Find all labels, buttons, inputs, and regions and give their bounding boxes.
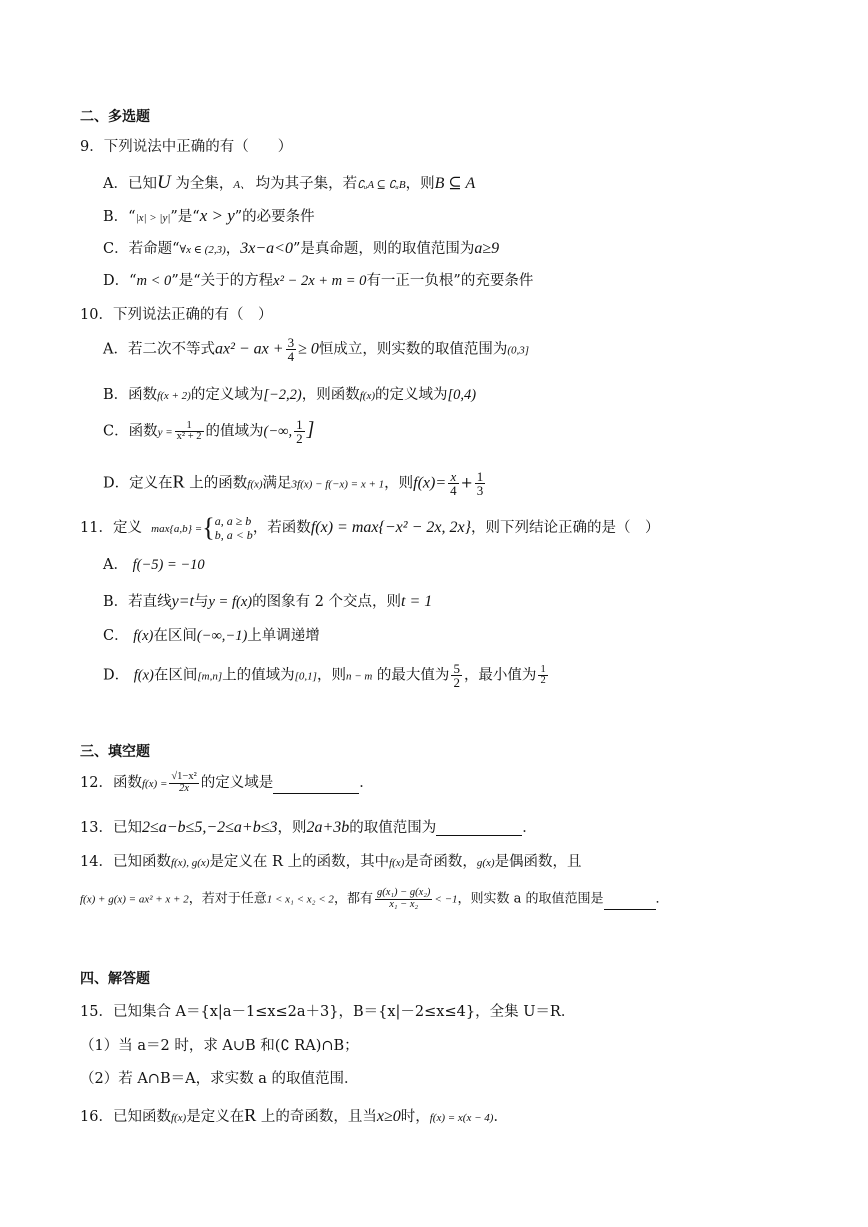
question-11-option-d: D． f(x)在区间[m,n]上的值域为[0,1]，则n − m 的最大值为 $\frac{5}{2}$ ，最小值为 $\frac{1}{2}$ xyxy=(103,661,546,690)
question-15-stem: 15．已知集合 A＝{x|a－1≤x≤2a＋3}，B＝{x|－2≤x≤4}，全集 U＝R． xyxy=(80,1004,576,1020)
question-9-option-c: C．若命题“∀x ∈ (2,3)，3x−a<0”是真命题，则的取值范围为a≥9 xyxy=(103,240,500,257)
question-9-option-b: B．“|x| > |y|”是“x > y”的必要条件 xyxy=(103,206,315,225)
question-10-option-b: B．函数f(x + 2)的定义域为[−2,2)，则函数f(x)的定义域为[0,4) xyxy=(103,387,477,403)
section-3-heading: 三、填空题 xyxy=(80,744,150,760)
question-10-option-a: A．若二次不等式ax² − ax + $\frac{3}{4}$ ≥ 0恒成立，则实数的取值范围为(0,3] xyxy=(103,335,530,364)
question-15-part-1: （1）当 a＝2 时，求 A∪B 和(∁ RA)∩B； xyxy=(80,1038,359,1054)
question-14-line-1: 14．已知函数f(x), g(x)是定义在 R 上的函数，其中f(x)是奇函数，g(x)是偶函数，且 xyxy=(80,854,582,870)
section-4-heading: 四、解答题 xyxy=(80,971,150,987)
question-11-option-b: B．若直线y=t与y = f(x)的图象有 2 个交点，则t = 1 xyxy=(103,593,433,610)
question-14-line-2: f(x) + g(x) = ax² + x + 2，若对于任意1 < x₁ < x₂ < 2，都有 $\frac{\text{g(x₁) − g(x₂)}}{\text{x₁ − x₂}}$ < −1，则实数 a 的取值范围是 ． xyxy=(80,887,669,910)
question-9-option-a: A．已知U 为全集，A、 均为其子集，若∁ᵤA ⊆ ∁ᵤB，则B ⊆ A xyxy=(103,172,476,193)
question-9-option-d: D．“m < 0”是“关于的方程x² − 2x + m = 0有一正一负根”的充要条件 xyxy=(103,273,534,289)
question-9-stem: 9．下列说法中正确的有（ ） xyxy=(80,139,293,155)
question-10-option-d: D．定义在R 上的函数f(x)满足3f(x) − f(−x) = x + 1，则f(x)= $\frac{x}{4}$ + $\frac{1}{3}$ xyxy=(103,469,484,498)
answer-blank xyxy=(273,779,359,794)
question-13: 13．已知2≤a−b≤5,−2≤a+b≤3，则2a+3b的取值范围为 ． xyxy=(80,819,537,836)
question-11-option-c: C． f(x)在区间(−∞,−1)上单调递增 xyxy=(103,628,320,644)
question-11-option-a: A． f(−5) = −10 xyxy=(103,557,205,573)
answer-blank xyxy=(436,821,522,836)
question-10-option-c: C．函数y = $\frac{1}{\text{x² + 2}}$ 的值域为(−∞, $\frac{1}{2}$ ] xyxy=(103,417,315,446)
question-11-stem: 11．定义 max{a,b} ={a, a ≥ b b, a < b，若函数f(x) = max{−x² − 2x, 2x}，则下列结论正确的是（ ） xyxy=(80,513,660,542)
section-2-heading: 二、多选题 xyxy=(80,109,150,125)
question-15-part-2: （2）若 A∩B＝A，求实数 a 的取值范围． xyxy=(80,1071,359,1087)
answer-blank xyxy=(604,895,656,910)
question-10-stem: 10．下列说法正确的有（ ） xyxy=(80,307,273,323)
question-12: 12．函数f(x) = $\frac{\text{√1−x²}}{2x}$ 的定义域是 ． xyxy=(80,771,374,794)
question-16: 16．已知函数f(x)是定义在R 上的奇函数，且当x≥0时，f(x) = x(x − 4)． xyxy=(80,1105,508,1125)
